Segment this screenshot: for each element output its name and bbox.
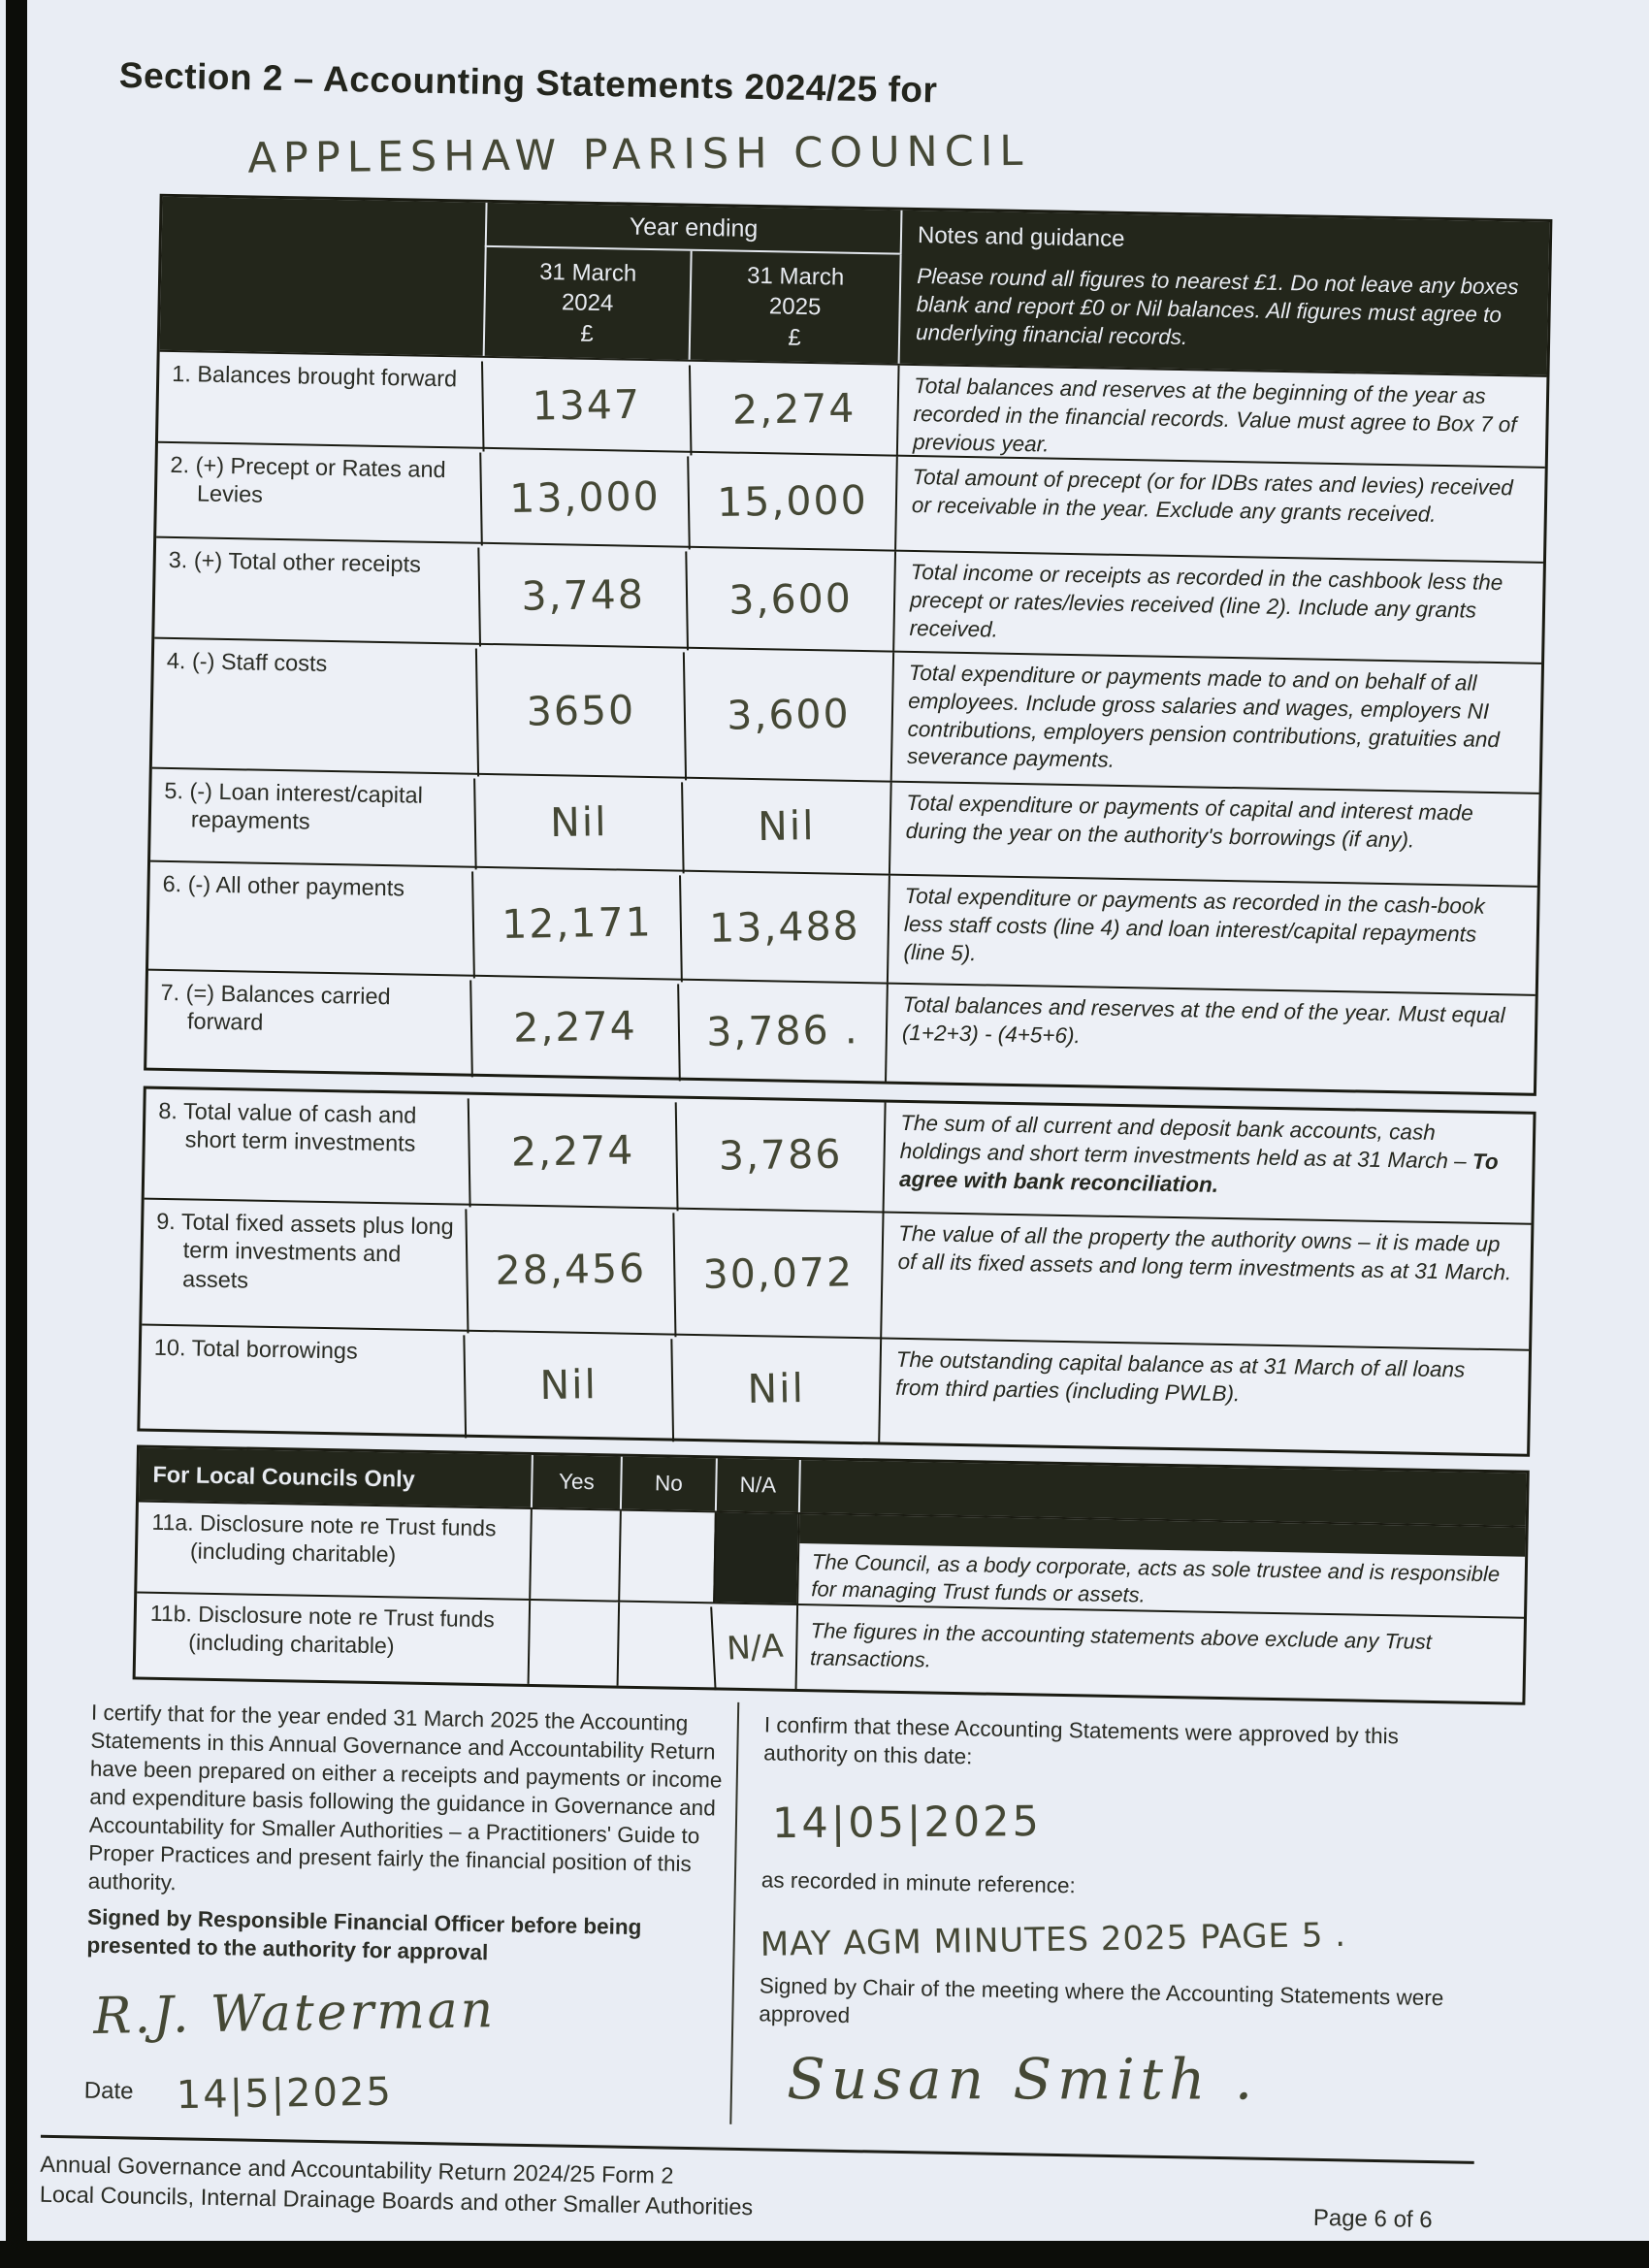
council-name-handwritten: APPLESHAW PARISH COUNCIL (247, 126, 1030, 183)
footer-line2: Local Councils, Internal Drainage Boards and other Smaller Authorities (39, 2181, 754, 2219)
row-9-value-2025: 30,072 (672, 1210, 882, 1338)
row-10-note: The outstanding capital balance as at 31 March of all loans from third parties (including PWLB). (878, 1339, 1523, 1453)
row-4-value-2024: 3650 (475, 645, 685, 777)
scan-edge-bottom (0, 2241, 1649, 2268)
row-8-note (883, 1103, 1528, 1223)
row-6-note: Total expenditure or payments as recorded in the cash-book less staff costs (line 4) and loan interest/capital repayments (line 5). (887, 876, 1532, 994)
scan-edge-left (6, 0, 27, 2268)
local-councils-header: For Local Councils Only (152, 1461, 415, 1492)
row-9-note: The value of all the property the authority owns – it is made up of all its fixed assets and long term investments as at 31 March. (880, 1214, 1525, 1349)
row-1-label: 1. Balances brought forward (172, 360, 458, 392)
notes-intro-text: Please round all figures to nearest £1. Do not leave any boxes blank and report £0 or Nil balances. All figures must agree to underlying financial records. (898, 255, 1543, 375)
row-5-value-2024: Nil (473, 775, 683, 870)
row-11a-note-text: The Council, as a body corporate, acts as sole trustee and is responsible for managing Trust funds or assets. (811, 1549, 1501, 1607)
row-5-value-2025: Nil (681, 779, 890, 874)
row-6-label: 6. (-) All other payments (162, 870, 405, 901)
col-2025-line2: 2025 (768, 293, 822, 321)
row-1-note: Total balances and reserves at the beginning of the year as recorded in the financial records. Value must agree to Box 7 of previous year. (896, 366, 1541, 469)
row-8-note-bold: To agree with bank reconciliation. (898, 1149, 1499, 1197)
row-7-value-2024: 2,274 (469, 977, 679, 1078)
row-6-value-2024: 12,171 (471, 868, 681, 979)
chair-signature-handwritten: Susan Smith . (787, 2046, 1259, 2113)
row-8-value-2025: 3,786 (675, 1099, 885, 1212)
year-ending-header: Year ending (485, 203, 901, 255)
row-8-value-2024: 2,274 (468, 1095, 677, 1208)
no-column-header: No (620, 1457, 716, 1511)
row-7-value-2025: 3,786 . (677, 981, 887, 1082)
row-10-value-2024: Nil (463, 1332, 672, 1439)
footer-line1: Annual Governance and Accountability Return 2024/25 Form 2 (40, 2151, 674, 2188)
rfo-certification (37, 1690, 724, 2124)
minute-reference-label: as recorded in minute reference: (760, 1867, 1077, 1898)
row-7-note: Total balances and reserves at the end of the year. Must equal (1+2+3) - (4+5+6). (885, 985, 1530, 1093)
page-number: Page 6 of 6 (1312, 2205, 1433, 2234)
minute-reference-handwritten: MAY AGM MINUTES 2025 PAGE 5 . (760, 1915, 1347, 1964)
column-header-2025 (691, 251, 900, 364)
date-label: Date (83, 2077, 134, 2105)
row-4-label: 4. (-) Staff costs (166, 647, 328, 676)
row-11a-label: 11a. Disclosure note re Trust funds (including charitable) (151, 1508, 497, 1568)
row-5-note: Total expenditure or payments of capital and interest made during the year on the authority's borrowings (if any). (889, 783, 1534, 886)
row-2-note: Total amount of precept (or for IDBs rates and levies) received or receivable in the year. Exclude any grants received. (894, 457, 1539, 562)
row-10-value-2025: Nil (670, 1336, 880, 1442)
row-11b-note (795, 1605, 1524, 1702)
rfo-signature-handwritten: R.J. Waterman (92, 1981, 497, 2047)
rfo-date-row (83, 2068, 717, 2124)
table-header (160, 197, 1550, 375)
row-9-value-2024: 28,456 (465, 1206, 674, 1334)
row-2-value-2025: 15,000 (687, 453, 896, 550)
table-row-9 (142, 1198, 1531, 1349)
scanned-form-page (36, 10, 1577, 2236)
approval-statement: I confirm that these Accounting Statements were approved by this authority on this date: (763, 1712, 1400, 1769)
col-2025-line3: £ (788, 324, 801, 351)
row-11a-note (796, 1514, 1526, 1617)
row-1-value-2025: 2,274 (689, 362, 898, 456)
table-row-4 (152, 637, 1541, 793)
rfo-statement: I certify that for the year ended 31 March 2025 the Accounting Statements in this Annual Governance and Accountability Return have been prepared on either a receipts and payments or income and expenditure basis following the guidance in Governance and Accountability for Smaller Authorities – a Practitioners' Guide to Proper Practices and present fairly the financial position of this authority. (87, 1700, 723, 1895)
row-11b-na-box: N/A (710, 1603, 797, 1690)
row-2-value-2024: 13,000 (479, 449, 689, 546)
rfo-date-handwritten: 14|5|2025 (176, 2069, 393, 2119)
row-9-label: 9. Total fixed assets plus long term investments and assets (156, 1208, 455, 1293)
row-3-note: Total income or receipts as recorded in the cashbook less the precept or rates/levies received (line 2). Include any grants received. (892, 552, 1537, 663)
page-footer (40, 2135, 1474, 2235)
accounting-statements-table (144, 194, 1552, 1096)
local-councils-only-table (133, 1444, 1530, 1704)
row-4-value-2025: 3,600 (683, 649, 892, 781)
row-1-value-2024: 1347 (481, 358, 691, 452)
row-5-label: 5. (-) Loan interest/capital repayments (164, 777, 424, 835)
row-11b-note-text: The figures in the accounting statements above exclude any Trust transactions. (809, 1618, 1433, 1672)
row-11b-no-box (617, 1603, 714, 1688)
row-10-label: 10. Total borrowings (153, 1334, 358, 1364)
row-11b-yes-box (528, 1601, 619, 1686)
row-4-note: Total expenditure or payments made to and on behalf of all employees. Include gross salaries and wages, employers NI contributions, employers pension contributions, gratuities and severance payments. (890, 653, 1536, 793)
col-2024-line3: £ (580, 320, 595, 347)
header-corner-cell (160, 197, 486, 356)
row-3-label: 3. (+) Total other receipts (168, 546, 422, 577)
page-title: Section 2 – Accounting Statements 2024/25 for (118, 54, 938, 111)
col-2024-line1: 31 March (538, 259, 637, 287)
row-3-value-2025: 3,600 (685, 548, 894, 651)
notes-guidance-header: Notes and guidance (900, 211, 1544, 267)
yes-column-header: Yes (531, 1455, 621, 1509)
row-11a-na-box (713, 1512, 798, 1604)
row-8-label: 8. Total value of cash and short term investments (158, 1097, 417, 1157)
na-column-header: N/A (715, 1458, 799, 1512)
row-11b-label: 11b. Disclosure note re Trust funds (including charitable) (149, 1600, 496, 1659)
approval-confirmation (729, 1702, 1471, 2138)
rfo-signed-by-label: Signed by Responsible Financial Officer before being presented to the authority for approval (86, 1904, 642, 1965)
row-11a-yes-box (529, 1509, 620, 1601)
row-8-note-text: The sum of all current and deposit bank accounts, cash holdings and short term investments held as at 31 March – (899, 1110, 1473, 1174)
col-2025-line1: 31 March (746, 263, 845, 291)
row-11a-no-box (618, 1511, 715, 1603)
balance-sheet-table (137, 1086, 1536, 1457)
row-7-label: 7. (=) Balances carried forward (160, 979, 391, 1036)
row-3-value-2024: 3,748 (477, 544, 687, 647)
col-2024-line2: 2024 (561, 289, 614, 317)
certification-section (37, 1690, 1471, 2138)
chair-signed-by-label: Signed by Chair of the meeting where the Accounting Statements were approved (759, 1973, 1444, 2028)
approval-date-handwritten: 14|05|2025 (771, 1798, 1043, 1849)
row-2-label: 2. (+) Precept or Rates and Levies (170, 451, 446, 508)
column-header-2024 (483, 247, 693, 360)
row-6-value-2025: 13,488 (679, 872, 889, 983)
